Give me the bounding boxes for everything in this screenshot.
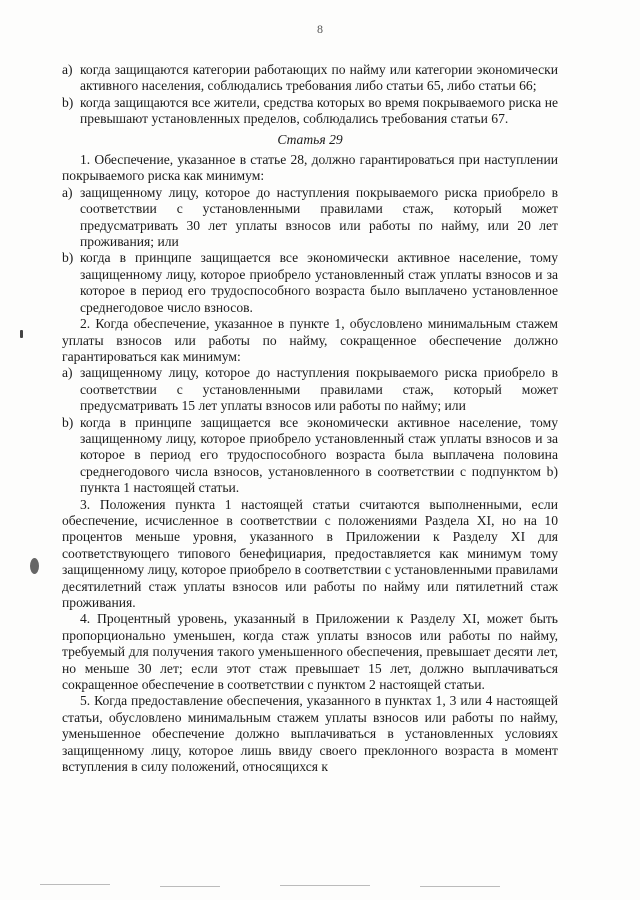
- item-marker: b): [62, 414, 74, 430]
- paragraph-2: 2. Когда обеспечение, указанное в пункте 1, обусловлено минимальным стажем уплаты взносов или работы по найму, сокращенное обеспечение должно гарантироваться как минимум:: [62, 316, 558, 364]
- article-heading: Статья 29: [277, 131, 343, 147]
- item-marker: a): [62, 184, 73, 200]
- item-marker: b): [62, 94, 74, 110]
- list-item: [62, 415, 558, 497]
- item-marker: a): [62, 62, 73, 77]
- list-item: [62, 250, 558, 316]
- paragraph-4: 4. Процентный уровень, указанный в Приложении к Разделу XI, может быть пропорционально уменьшен, когда стаж уплаты взносов или работы по найму, требуемый для получения такого уменьшенного обеспечения, превышает десяти лет, но меньше 30 лет; если этот стаж превышает 15 лет, должно выплачиваться сокращенное обеспечение в соответствии с пунктом 2 настоящей статьи.: [62, 611, 558, 693]
- item-marker: a): [62, 365, 73, 381]
- scan-edge-line: [420, 886, 500, 887]
- item-text: когда в принципе защищается все экономически активное население, тому защищенному лицу, которое приобрело установленный стаж уплаты взносов и за которое в период его трудоспособного возраста была выплачена половина среднегодового числа взносов, установленного в соответствии с подпунктом b) пункта 1 настоящей статьи.: [80, 414, 558, 496]
- scan-edge-line: [280, 885, 370, 886]
- scan-edge-line: [40, 884, 110, 885]
- page-number: 8: [317, 22, 323, 36]
- item-text: защищенному лицу, которое до наступления покрываемого риска приобрело в соответствии с установленными правилами стаж, который может предусматривать 30 лет уплаты взносов или работы по найму, или 20 лет проживания; или: [80, 184, 558, 250]
- paragraph-1: 1. Обеспечение, указанное в статье 28, должно гарантироваться при наступлении покрываемого риска как минимум:: [62, 152, 558, 184]
- binder-hole-mark: [30, 558, 39, 574]
- paragraph-5: 5. Когда предоставление обеспечения, указанного в пунктах 1, 3 или 4 настоящей статьи, обусловлено минимальным стажем уплаты взносов или работы по найму, уменьшенное обеспечение должно выплачиваться в установленных условиях защищенному лицу, которое лишь ввиду своего преклонного возраста в момент вступления в силу положений, относящихся к: [62, 693, 558, 775]
- list-item: [62, 95, 558, 128]
- paragraph-3: 3. Положения пункта 1 настоящей статьи считаются выполненными, если обеспечение, исчисленное в соответствии с положениями Раздела XI, но на 10 процентов меньше уровня, указанного в Приложении к Разделу XI для соответствующего типового бенефициария, предоставляется как минимум тому защищенному лицу, которое приобрело в соответствии с установленными правилами десятилетний стаж уплаты взносов или работы по найму или пятилетний стаж проживания.: [62, 496, 558, 610]
- item-text: защищенному лицу, которое до наступления покрываемого риска приобрело в соответствии с установленными правилами стаж, который может предусматривать 15 лет уплаты взносов или работы по найму; или: [80, 365, 558, 414]
- item-text: когда защищаются все жители, средства которых во время покрываемого риска не превышают установленных пределов, соблюдались требования статьи 67.: [80, 94, 558, 127]
- list-item: [62, 365, 558, 414]
- list-item: [62, 185, 558, 251]
- scan-speck: [20, 330, 23, 338]
- document-body: [62, 62, 558, 775]
- item-text: когда в принципе защищается все экономически активное население, тому защищенному лицу, которое приобрело установленный стаж уплаты взносов и за которое в период его трудоспособного возраста было выплачено установленное среднегодовое число взносов.: [80, 250, 558, 315]
- scan-edge-line: [160, 886, 220, 887]
- item-text: когда защищаются категории работающих по найму или категории экономически активного населения, соблюдались требования либо статьи 65, либо статьи 66;: [80, 62, 558, 94]
- item-marker: b): [62, 250, 74, 266]
- list-item: [62, 62, 558, 95]
